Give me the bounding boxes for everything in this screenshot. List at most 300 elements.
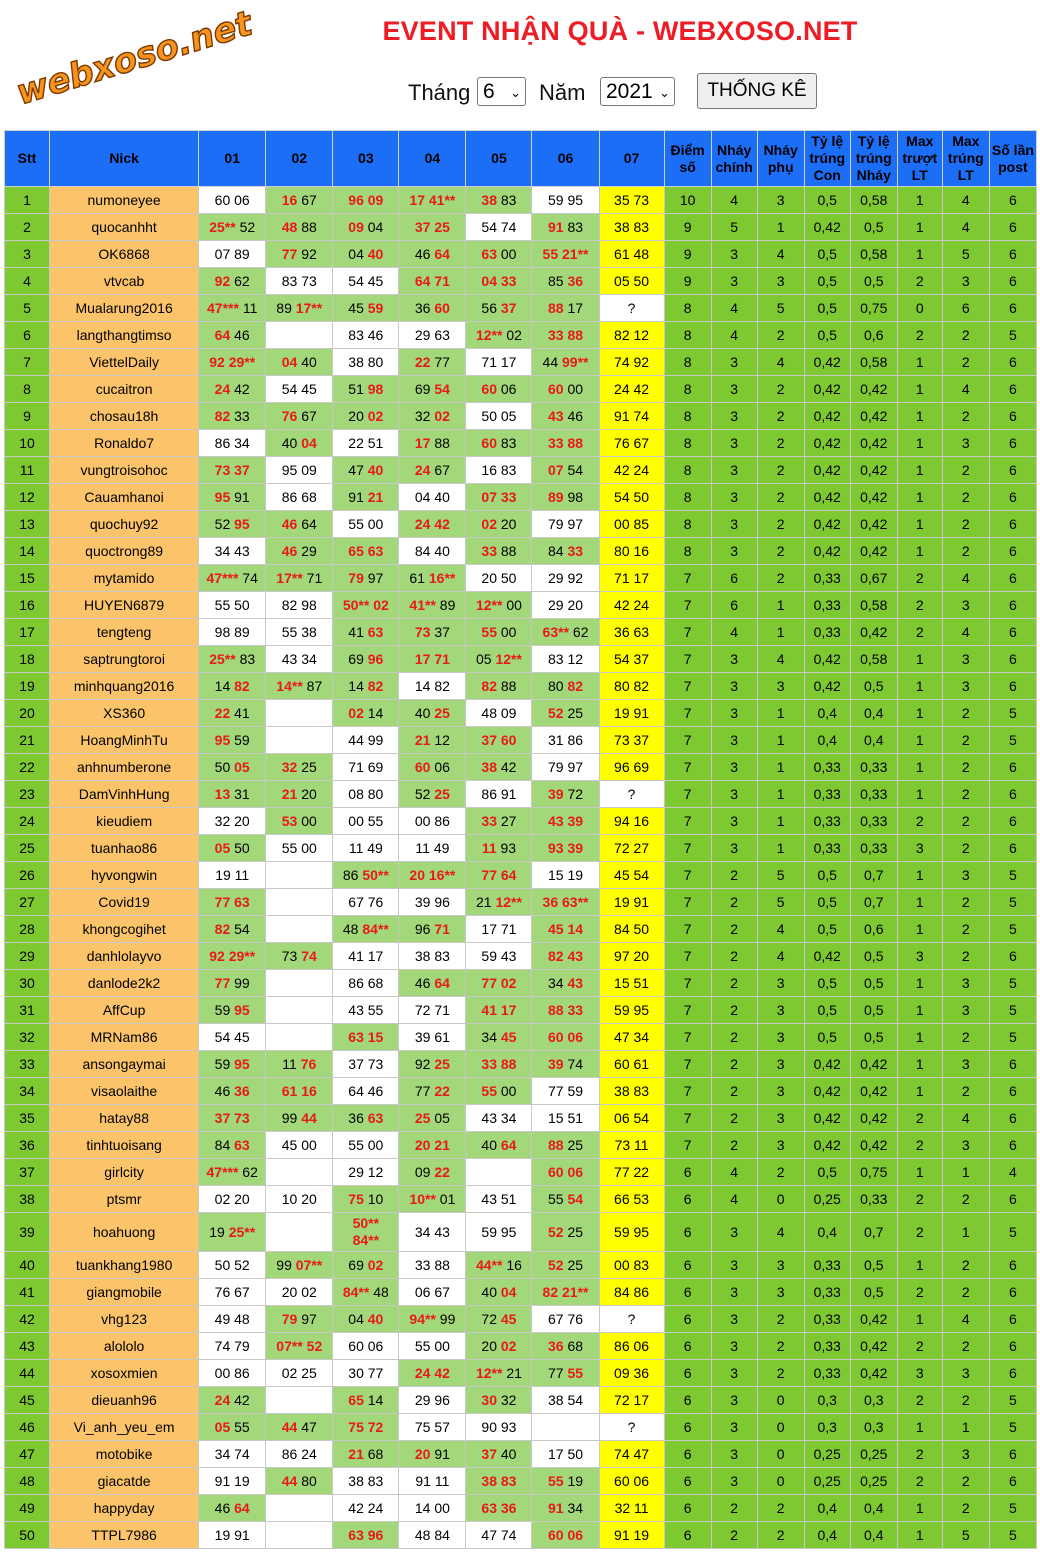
stat-cell: 7	[664, 1078, 711, 1105]
stat-cell: 0,42	[804, 1132, 850, 1159]
day-cell	[199, 1051, 266, 1078]
stat-cell: 1	[897, 916, 942, 943]
day-cell	[199, 1213, 266, 1252]
day-cell	[399, 1387, 466, 1414]
day-cell	[266, 538, 333, 565]
stat-cell: 3	[942, 430, 989, 457]
filter-bar	[0, 72, 1040, 112]
day-cell	[399, 538, 466, 565]
day-value-part: 25	[434, 786, 450, 802]
day-value: 54 50	[614, 489, 650, 505]
day-value: 98 89	[214, 624, 250, 640]
day-value-part: 46	[230, 327, 250, 343]
stat-cell: 0	[757, 1186, 804, 1213]
table-header-row	[5, 131, 1037, 187]
day-value-part: 40	[297, 354, 317, 370]
stat-cell: 1	[897, 241, 942, 268]
day-cell	[266, 835, 333, 862]
stat-cell: 6	[989, 592, 1036, 619]
day-cell	[333, 1468, 399, 1495]
day-value-part: 88	[497, 543, 517, 559]
day-value-part: 76	[281, 408, 298, 424]
day-cell	[199, 646, 266, 673]
stat-cell: 3	[942, 862, 989, 889]
stt-cell: 33	[5, 1051, 50, 1078]
stat-cell: 5	[989, 1387, 1036, 1414]
stt-cell: 35	[5, 1105, 50, 1132]
day-value-part: 14	[348, 678, 368, 694]
stat-cell: 0,5	[804, 1159, 850, 1186]
stat-cell: 2	[942, 322, 989, 349]
day-cell	[466, 430, 532, 457]
day-value-part: 96	[367, 651, 384, 667]
day-value: 49 48	[214, 1311, 250, 1327]
day-cell	[266, 862, 333, 889]
day-value: 42 24	[614, 597, 650, 613]
day-value: 55 00	[281, 840, 317, 856]
stats-button[interactable]: THỐNG KÊ	[697, 73, 817, 109]
day-value: 54 74	[481, 219, 517, 235]
day-value-part: 83	[235, 651, 256, 667]
day-value-part: 98	[563, 489, 584, 505]
nick-cell: anhnumberone	[50, 754, 199, 781]
table-row	[5, 1468, 1037, 1495]
stat-cell: 6	[989, 430, 1036, 457]
nick-cell: hoahuong	[50, 1213, 199, 1252]
stat-cell: 3	[897, 835, 942, 862]
header-nh-y-ch-nh: Nháy chính	[711, 131, 757, 187]
day-value: 83 12	[547, 651, 584, 667]
day-value: 76 67	[614, 435, 650, 451]
day-cell	[466, 970, 532, 997]
stat-cell: 0,5	[804, 1024, 850, 1051]
day-value: 38 83	[614, 1083, 650, 1099]
day-cell	[266, 430, 333, 457]
day-cell	[599, 268, 664, 295]
stat-cell: 8	[664, 403, 711, 430]
day-cell	[199, 430, 266, 457]
chevron-down-icon: ⌄	[659, 85, 670, 100]
stat-cell: 0,7	[850, 1213, 897, 1252]
stt-cell: 43	[5, 1333, 50, 1360]
day-cell	[466, 781, 532, 808]
stat-cell: 0,42	[850, 511, 897, 538]
nick-cell: DamVinhHung	[50, 781, 199, 808]
day-value-part: 46	[214, 1083, 235, 1099]
day-value-part: 51	[348, 381, 368, 397]
day-cell	[266, 1414, 333, 1441]
day-cell	[532, 511, 599, 538]
stat-cell: 6	[664, 1468, 711, 1495]
day-value-part: 34	[481, 1029, 501, 1045]
day-value-part: 62	[230, 273, 250, 289]
nick-cell: langthangtimso	[50, 322, 199, 349]
day-value: 04 40	[414, 489, 450, 505]
stat-cell: 5	[989, 1213, 1036, 1252]
day-value-part: 11	[282, 1056, 301, 1072]
day-value: 24 42	[414, 516, 450, 532]
stat-cell: 3	[757, 268, 804, 295]
nick-cell: Mualarung2016	[50, 295, 199, 322]
day-value: 64 46	[348, 1083, 384, 1099]
day-cell	[399, 214, 466, 241]
day-value-part: 36	[414, 300, 435, 316]
stt-cell: 45	[5, 1387, 50, 1414]
nick-cell: motobike	[50, 1441, 199, 1468]
stat-cell: 6	[989, 1078, 1036, 1105]
day-value-part: 64	[234, 1500, 250, 1516]
month-select[interactable]	[477, 77, 526, 106]
day-value-part: 62	[238, 1164, 258, 1180]
day-cell	[532, 1441, 599, 1468]
stat-cell: 5	[989, 1495, 1036, 1522]
day-value-part: 83	[497, 435, 517, 451]
stat-cell: 6	[989, 511, 1036, 538]
day-cell	[466, 1186, 532, 1213]
day-cell	[333, 646, 399, 673]
day-value-part: 88	[497, 678, 517, 694]
stat-cell: 3	[711, 457, 757, 484]
day-value-part: 63	[367, 1110, 384, 1126]
stt-cell: 41	[5, 1279, 50, 1306]
table-row	[5, 862, 1037, 889]
stat-cell: 2	[711, 862, 757, 889]
day-value: 54 45	[214, 1029, 250, 1045]
day-value-part: 55	[230, 1419, 250, 1435]
day-value: 73 37	[214, 462, 250, 478]
day-cell	[532, 700, 599, 727]
day-cell	[199, 1306, 266, 1333]
stat-cell: 6	[989, 943, 1036, 970]
day-value-part: 60	[414, 759, 431, 775]
day-value: 39 96	[414, 894, 450, 910]
stt-cell: 12	[5, 484, 50, 511]
header-s-l-n-post: Số lần post	[989, 131, 1036, 187]
stat-cell: 7	[664, 862, 711, 889]
day-value: 02 20	[214, 1191, 250, 1207]
day-cell	[333, 1306, 399, 1333]
day-cell	[266, 673, 333, 700]
stat-cell: 1	[757, 592, 804, 619]
day-cell	[199, 1522, 266, 1549]
day-cell	[599, 538, 664, 565]
day-value-part: 95	[234, 516, 250, 532]
day-value: 08 80	[348, 786, 384, 802]
stat-cell: 9	[664, 214, 711, 241]
stat-cell: 0,25	[804, 1186, 850, 1213]
stat-cell: 4	[711, 322, 757, 349]
table-row	[5, 565, 1037, 592]
stat-cell: 1	[757, 754, 804, 781]
stat-cell: 2	[942, 1024, 989, 1051]
day-value: 55 00	[414, 1338, 450, 1354]
stat-cell: 7	[664, 943, 711, 970]
day-value-part: 55	[481, 1083, 497, 1099]
day-cell	[466, 619, 532, 646]
day-cell	[266, 403, 333, 430]
header-t-l-tr-ng-con: Tỷ lệ trúng Con	[804, 131, 850, 187]
day-value-part: 33	[567, 543, 584, 559]
day-value-part: 36	[234, 1083, 250, 1099]
day-value-part: 94**	[409, 1311, 436, 1327]
day-value: 07 33	[481, 489, 517, 505]
day-cell	[266, 241, 333, 268]
month-label: Tháng	[408, 80, 471, 105]
day-cell	[599, 862, 664, 889]
day-value-part: 22	[414, 354, 431, 370]
nick-cell: tengteng	[50, 619, 199, 646]
stat-cell: 0,5	[804, 295, 850, 322]
stat-cell: 0,6	[850, 322, 897, 349]
year-select[interactable]	[600, 77, 675, 106]
stat-cell: 3	[711, 781, 757, 808]
day-value: 77 59	[547, 1083, 584, 1099]
nick-cell: danhlolayvo	[50, 943, 199, 970]
day-cell	[599, 322, 664, 349]
day-value-part: 05	[234, 759, 250, 775]
stat-cell: 3	[711, 1414, 757, 1441]
stt-cell: 34	[5, 1078, 50, 1105]
stat-cell: 2	[897, 1468, 942, 1495]
day-value-part: 63	[367, 624, 384, 640]
day-value: 59 95	[547, 192, 584, 208]
day-cell	[266, 1186, 333, 1213]
day-value-part: 22	[434, 1164, 450, 1180]
stat-cell: 0,42	[850, 538, 897, 565]
day-value: 74 92	[614, 354, 650, 370]
nick-cell: tinhtuoisang	[50, 1132, 199, 1159]
stat-cell: 2	[711, 970, 757, 997]
day-value-part: 84**	[342, 1284, 370, 1300]
table-row	[5, 511, 1037, 538]
day-value: 50** 02	[342, 597, 389, 613]
day-value-part: 07**	[295, 1257, 323, 1273]
day-cell	[466, 565, 532, 592]
stat-cell: 3	[757, 1252, 804, 1279]
day-value-part: 97	[297, 1311, 317, 1327]
day-cell	[266, 592, 333, 619]
day-cell	[199, 970, 266, 997]
stat-cell: 3	[711, 484, 757, 511]
day-value: 60 61	[614, 1056, 650, 1072]
stat-cell: 0,5	[804, 916, 850, 943]
day-cell	[532, 565, 599, 592]
header-04: 04	[399, 131, 466, 187]
day-cell	[266, 1213, 333, 1252]
day-value-part: 54	[230, 921, 250, 937]
stt-cell: 18	[5, 646, 50, 673]
day-cell	[532, 1333, 599, 1360]
stat-cell: 2	[757, 511, 804, 538]
day-value: 20 02	[281, 1284, 317, 1300]
nick-cell: hatay88	[50, 1105, 199, 1132]
day-value-part: 25	[563, 705, 584, 721]
day-value-part: 55	[567, 1365, 584, 1381]
day-cell	[599, 1213, 664, 1252]
stat-cell: 6	[989, 1441, 1036, 1468]
day-value: 00 83	[614, 1257, 650, 1273]
stat-cell: 1	[897, 403, 942, 430]
stat-cell: 7	[664, 1051, 711, 1078]
stat-cell: 9	[664, 268, 711, 295]
day-cell	[532, 1387, 599, 1414]
day-cell	[599, 214, 664, 241]
stat-cell: 7	[664, 835, 711, 862]
stat-cell: 6	[989, 808, 1036, 835]
stat-cell: 8	[664, 538, 711, 565]
day-cell	[532, 1024, 599, 1051]
day-cell	[532, 1105, 599, 1132]
day-value-part: 67	[430, 462, 450, 478]
table-row	[5, 1333, 1037, 1360]
nick-cell: MRNam86	[50, 1024, 199, 1051]
stt-cell: 15	[5, 565, 50, 592]
page-title: EVENT NHẬN QUÀ - WEBXOSO.NET	[382, 16, 858, 46]
day-value: 39 61	[414, 1029, 450, 1045]
day-value: 79 97	[547, 759, 584, 775]
stat-cell: 0,5	[850, 673, 897, 700]
day-cell	[532, 1468, 599, 1495]
stat-cell: 0,42	[850, 619, 897, 646]
day-value-part: 30	[481, 1392, 497, 1408]
day-value-part: 77	[430, 354, 450, 370]
day-cell	[399, 835, 466, 862]
day-value: 86 68	[281, 489, 317, 505]
day-cell	[599, 1306, 664, 1333]
stat-cell: 3	[942, 592, 989, 619]
day-cell	[466, 457, 532, 484]
stt-cell: 25	[5, 835, 50, 862]
day-value-part: 61	[409, 570, 429, 586]
nick-cell: girlcity	[50, 1159, 199, 1186]
day-value-part: 17**	[295, 300, 323, 316]
day-value-part: 75	[348, 1191, 364, 1207]
day-value-part: 74	[301, 948, 317, 964]
stat-cell: 5	[711, 214, 757, 241]
day-cell	[333, 538, 399, 565]
day-value-part: 55	[547, 1191, 568, 1207]
day-value-part: 60	[547, 381, 564, 397]
stat-cell: 1	[897, 1306, 942, 1333]
day-cell	[399, 808, 466, 835]
stat-cell: 1	[757, 781, 804, 808]
stat-cell: 0,33	[804, 592, 850, 619]
day-cell	[599, 808, 664, 835]
day-cell	[333, 511, 399, 538]
day-value-part: 46	[563, 408, 584, 424]
day-value: 86 68	[348, 975, 384, 991]
day-cell	[532, 970, 599, 997]
stat-cell: 2	[757, 457, 804, 484]
day-cell	[399, 754, 466, 781]
stat-cell: 0	[757, 1414, 804, 1441]
day-value: 15 51	[547, 1110, 584, 1126]
stat-cell: 6	[989, 1468, 1036, 1495]
table-row	[5, 700, 1037, 727]
day-value-part: 73	[414, 624, 431, 640]
stat-cell: 7	[664, 997, 711, 1024]
day-cell	[266, 997, 333, 1024]
stat-cell: 1	[897, 781, 942, 808]
day-cell	[466, 1159, 532, 1186]
stat-cell: 0,42	[804, 484, 850, 511]
stat-cell: 6	[989, 268, 1036, 295]
day-cell	[199, 916, 266, 943]
day-cell	[532, 430, 599, 457]
day-value-part: 89	[276, 300, 296, 316]
table-row	[5, 187, 1037, 214]
stat-cell: 7	[664, 1024, 711, 1051]
day-cell	[599, 1159, 664, 1186]
day-cell	[199, 484, 266, 511]
day-cell	[532, 1522, 599, 1549]
stat-cell: 6	[989, 1105, 1036, 1132]
stat-cell: 3	[757, 997, 804, 1024]
stat-cell: 3	[711, 1441, 757, 1468]
day-value: 84 50	[614, 921, 650, 937]
day-cell	[399, 1414, 466, 1441]
nick-cell: visaolaithe	[50, 1078, 199, 1105]
stat-cell: 2	[942, 403, 989, 430]
day-cell	[399, 1051, 466, 1078]
stat-cell: 6	[711, 592, 757, 619]
stat-cell: 0,42	[804, 430, 850, 457]
stat-cell: 1	[897, 1024, 942, 1051]
stat-cell: 0,3	[850, 1414, 897, 1441]
stt-cell: 6	[5, 322, 50, 349]
day-value-part: 25**	[209, 219, 236, 235]
stat-cell: 3	[711, 349, 757, 376]
day-value: 19 91	[614, 705, 650, 721]
day-cell	[199, 781, 266, 808]
day-cell	[599, 619, 664, 646]
stat-cell: 0,67	[850, 565, 897, 592]
stt-cell: 50	[5, 1522, 50, 1549]
day-value: ?	[627, 1311, 636, 1327]
day-cell	[333, 754, 399, 781]
day-value: 45 54	[614, 867, 650, 883]
stat-cell: 3	[942, 1132, 989, 1159]
stt-cell: 32	[5, 1024, 50, 1051]
day-value-part: 17	[563, 300, 584, 316]
day-value-part: 45	[500, 1029, 517, 1045]
day-value: 61 48	[614, 246, 650, 262]
day-value-part: 02	[481, 516, 497, 532]
header-01: 01	[199, 131, 266, 187]
day-cell	[333, 970, 399, 997]
stat-cell: 4	[942, 619, 989, 646]
day-cell	[466, 727, 532, 754]
nick-cell: numoneyee	[50, 187, 199, 214]
day-cell	[399, 1159, 466, 1186]
day-value-part: 41	[230, 705, 250, 721]
stat-cell: 6	[989, 1252, 1036, 1279]
stat-cell: 4	[757, 916, 804, 943]
day-cell	[466, 916, 532, 943]
day-cell	[266, 187, 333, 214]
stat-cell: 2	[942, 484, 989, 511]
stat-cell: 9	[664, 241, 711, 268]
stat-cell: 3	[942, 646, 989, 673]
stat-cell: 4	[711, 1186, 757, 1213]
day-cell	[266, 754, 333, 781]
day-cell	[399, 592, 466, 619]
day-value-part: 14**	[276, 678, 303, 694]
day-value-part: 46	[414, 975, 435, 991]
results-table	[4, 130, 1037, 1549]
day-value-part: 47	[297, 1419, 317, 1435]
stat-cell: 1	[897, 727, 942, 754]
